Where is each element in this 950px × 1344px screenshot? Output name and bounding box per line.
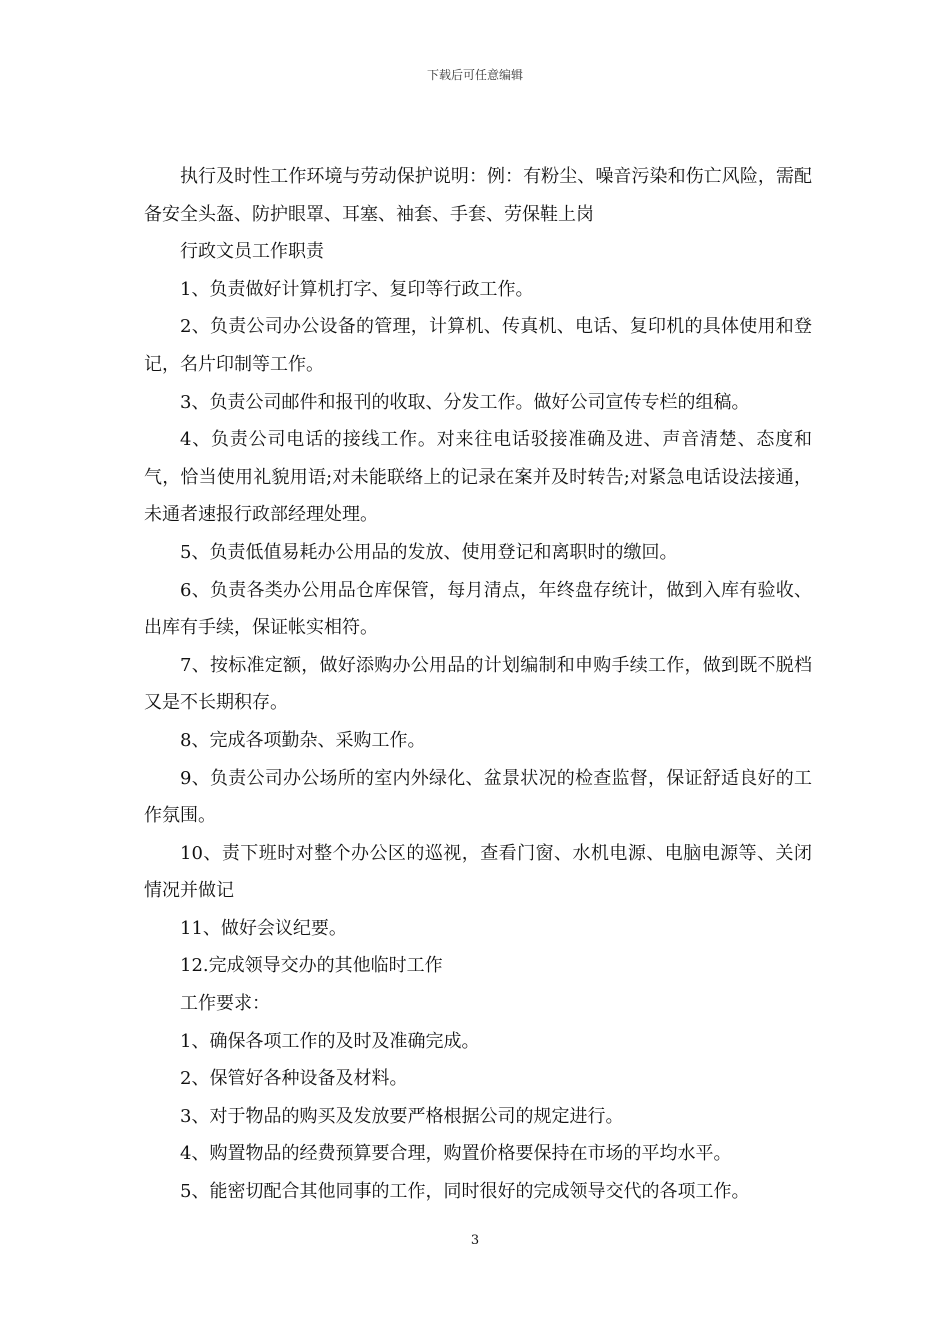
requirement-item-1: 1、确保各项工作的及时及准确完成。 [180, 1030, 480, 1052]
duty-item-6: 6、负责各类办公用品仓库保管，每月清点，年终盘存统计，做到入库有验收、出库有手续，保证帐实相符。 [144, 579, 812, 639]
duty-item-2: 2、负责公司办公设备的管理，计算机、传真机、电话、复印机的具体使用和登记，名片印制等工作。 [144, 316, 812, 375]
page-header: 下载后可任意编辑 [426, 68, 523, 82]
duty-item-8: 8、完成各项勤杂、采购工作。 [180, 729, 426, 751]
section-title-work-requirements: 工作要求： [180, 993, 270, 1015]
paragraph-work-environment: 执行及时性工作环境与劳动保护说明：例：有粉尘、噪音污染和伤亡风险，需配备安全头盔、防护眼罩、耳塞、袖套、手套、劳保鞋上岗 [144, 166, 812, 225]
duty-item-10: 10、责下班时对整个办公区的巡视，查看门窗、水机电源、电脑电源等、关闭情况并做记 [144, 842, 812, 902]
duty-item-11: 11、做好会议纪要。 [180, 917, 347, 939]
section-title-admin-clerk-duties: 行政文员工作职责 [180, 241, 324, 263]
requirement-item-5: 5、能密切配合其他同事的工作，同时很好的完成领导交代的各项工作。 [180, 1181, 750, 1203]
duty-item-9: 9、负责公司办公场所的室内外绿化、盆景状况的检查监督，保证舒适良好的工作氛围。 [144, 767, 812, 827]
duty-item-7: 7、按标准定额，做好添购办公用品的计划编制和申购手续工作，做到既不脱档又是不长期积存。 [144, 654, 812, 714]
requirement-item-3: 3、对于物品的购买及发放要严格根据公司的规定进行。 [180, 1105, 624, 1127]
document-body [144, 158, 812, 1211]
requirement-item-4: 4、购置物品的经费预算要合理，购置价格要保持在市场的平均水平。 [180, 1143, 732, 1165]
requirement-item-2: 2、保管好各种设备及材料。 [180, 1068, 408, 1090]
duty-item-3: 3、负责公司邮件和报刊的收取、分发工作。做好公司宣传专栏的组稿。 [180, 391, 750, 413]
duty-item-5: 5、负责低值易耗办公用品的发放、使用登记和离职时的缴回。 [180, 541, 678, 563]
duty-item-4: 4、负责公司电话的接线工作。对来往电话驳接准确及进、声音清楚、态度和气，恰当使用礼貌用语;对未能联络上的记录在案并及时转告;对紧急电话设法接通，未通者速报行政部经理处理。 [144, 429, 812, 526]
page-number: 3 [470, 1233, 480, 1248]
duty-item-1: 1、负责做好计算机打字、复印等行政工作。 [180, 278, 534, 300]
duty-item-12: 12.完成领导交办的其他临时工作 [180, 955, 443, 977]
